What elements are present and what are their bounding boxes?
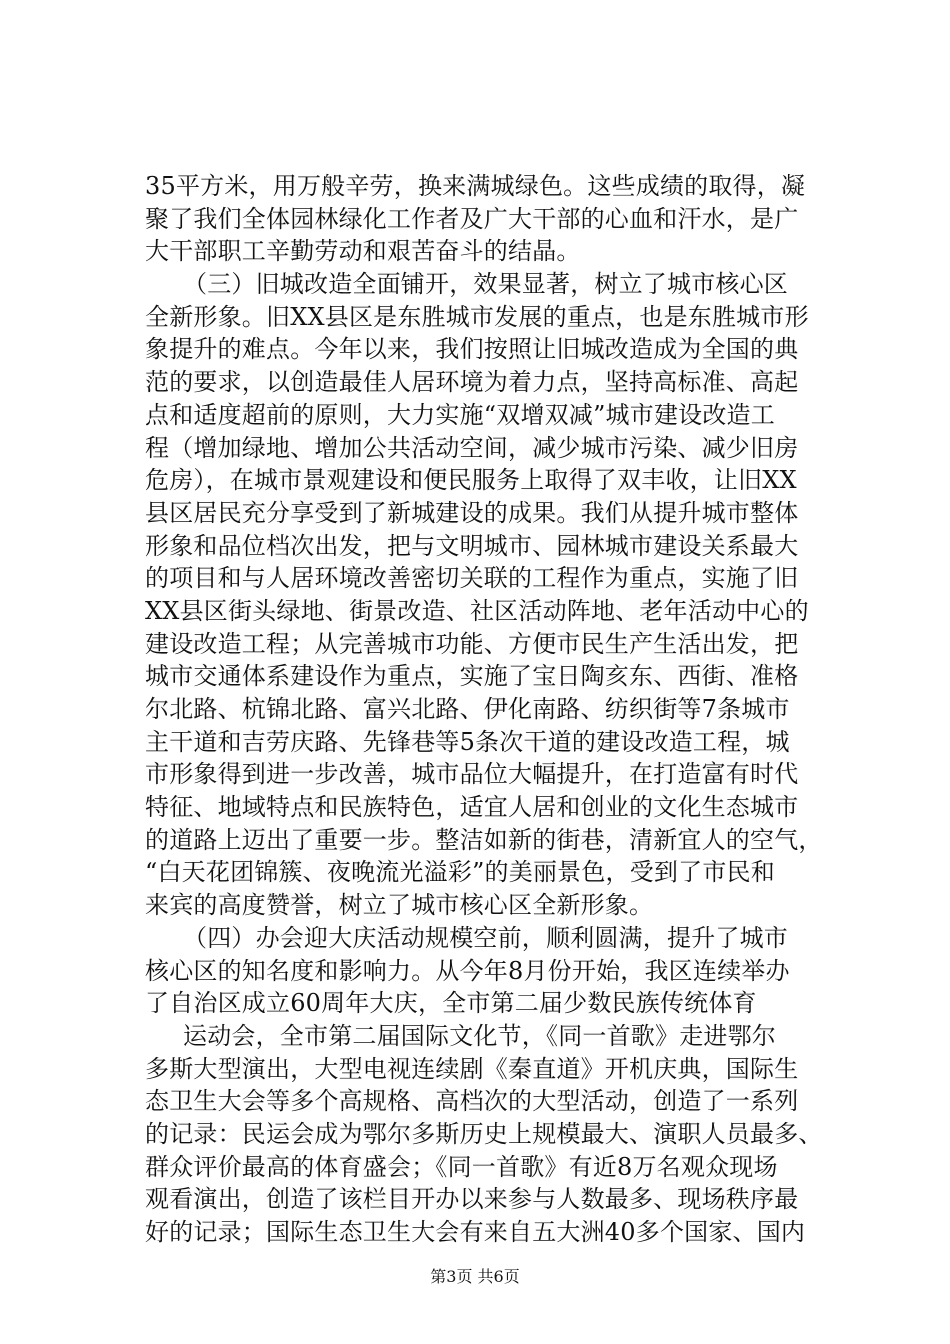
text-line: 形象和品位档次出发，把与文明城市、园林城市建设关系最大 xyxy=(145,531,799,560)
text-line: 的道路上迈出了重要一步。整洁如新的街巷，清新宜人的空气， xyxy=(145,825,823,854)
text-line: “白天花团锦簇、夜晚流光溢彩”的美丽景色，受到了市民和 xyxy=(145,858,775,887)
text-line: 大干部职工辛勤劳动和艰苦奋斗的结晶。 xyxy=(145,237,581,266)
text-line: 的项目和与人居环境改善密切关联的工程作为重点，实施了旧 xyxy=(145,564,799,593)
text-line: 核心区的知名度和影响力。从今年8月份开始，我区连续举办 xyxy=(145,956,790,985)
text-line: 的记录：民运会成为鄂尔多斯历史上规模最大、演职人员最多、 xyxy=(145,1119,823,1148)
text-line: 了自治区成立60周年大庆，全市第二届少数民族传统体育 xyxy=(145,989,757,1018)
text-line: （四）办会迎大庆活动规模空前，顺利圆满，提升了城市 xyxy=(183,923,788,952)
text-line: 点和适度超前的原则，大力实施“双增双减”城市建设改造工 xyxy=(145,400,775,429)
text-line: 市形象得到进一步改善，城市品位大幅提升，在打造富有时代 xyxy=(145,760,799,789)
text-line: 35平方米，用万般辛劳，换来满城绿色。这些成绩的取得，凝 xyxy=(145,172,806,200)
text-line: 全新形象。旧XX县区是东胜城市发展的重点，也是东胜城市形 xyxy=(145,302,809,331)
text-line: 县区居民充分享受到了新城建设的成果。我们从提升城市整体 xyxy=(145,498,799,527)
text-line: 建设改造工程；从完善城市功能、方便市民生产生活出发，把 xyxy=(145,629,799,658)
text-line: 程（增加绿地、增加公共活动空间，减少城市污染、减少旧房 xyxy=(145,433,799,462)
text-line: 好的记录；国际生态卫生大会有来自五大洲40多个国家、国内 xyxy=(145,1218,806,1246)
page-footer: 第3页 共6页 xyxy=(430,1267,520,1286)
text-line: 聚了我们全体园林绿化工作者及广大干部的心血和汗水，是广 xyxy=(145,204,799,233)
body-text xyxy=(145,170,825,1249)
text-line: 运动会，全市第二届国际文化节，《同一首歌》走进鄂尔 xyxy=(183,1021,776,1050)
text-line: 尔北路、杭锦北路、富兴北路、伊化南路、纺织街等7条城市 xyxy=(145,695,790,723)
text-line: 群众评价最高的体育盛会；《同一首歌》有近8万名观众现场 xyxy=(145,1152,778,1181)
text-line: 危房），在城市景观建设和便民服务上取得了双丰收，让旧XX xyxy=(145,466,797,495)
text-line: 范的要求，以创造最佳人居环境为着力点，坚持高标准、高起 xyxy=(145,368,799,397)
text-line: 象提升的难点。今年以来，我们按照让旧城改造成为全国的典 xyxy=(145,335,799,364)
text-line: XX县区街头绿地、街景改造、社区活动阵地、老年活动中心的 xyxy=(145,596,809,625)
text-line: 态卫生大会等多个高规格、高档次的大型活动，创造了一系列 xyxy=(145,1087,799,1116)
text-line: 多斯大型演出，大型电视连续剧《秦直道》开机庆典，国际生 xyxy=(145,1054,799,1083)
text-line: 城市交通体系建设作为重点，实施了宝日陶亥东、西街、准格 xyxy=(145,662,799,691)
text-line: 来宾的高度赞誉，树立了城市核心区全新形象。 xyxy=(145,891,654,920)
text-line: （三）旧城改造全面铺开，效果显著，树立了城市核心区 xyxy=(183,270,788,299)
text-line: 特征、地域特点和民族特色，适宜人居和创业的文化生态城市 xyxy=(145,793,799,822)
text-line: 主干道和吉劳庆路、先锋巷等5条次干道的建设改造工程，城 xyxy=(145,727,790,756)
text-line: 观看演出，创造了该栏目开办以来参与人数最多、现场秩序最 xyxy=(145,1185,799,1214)
